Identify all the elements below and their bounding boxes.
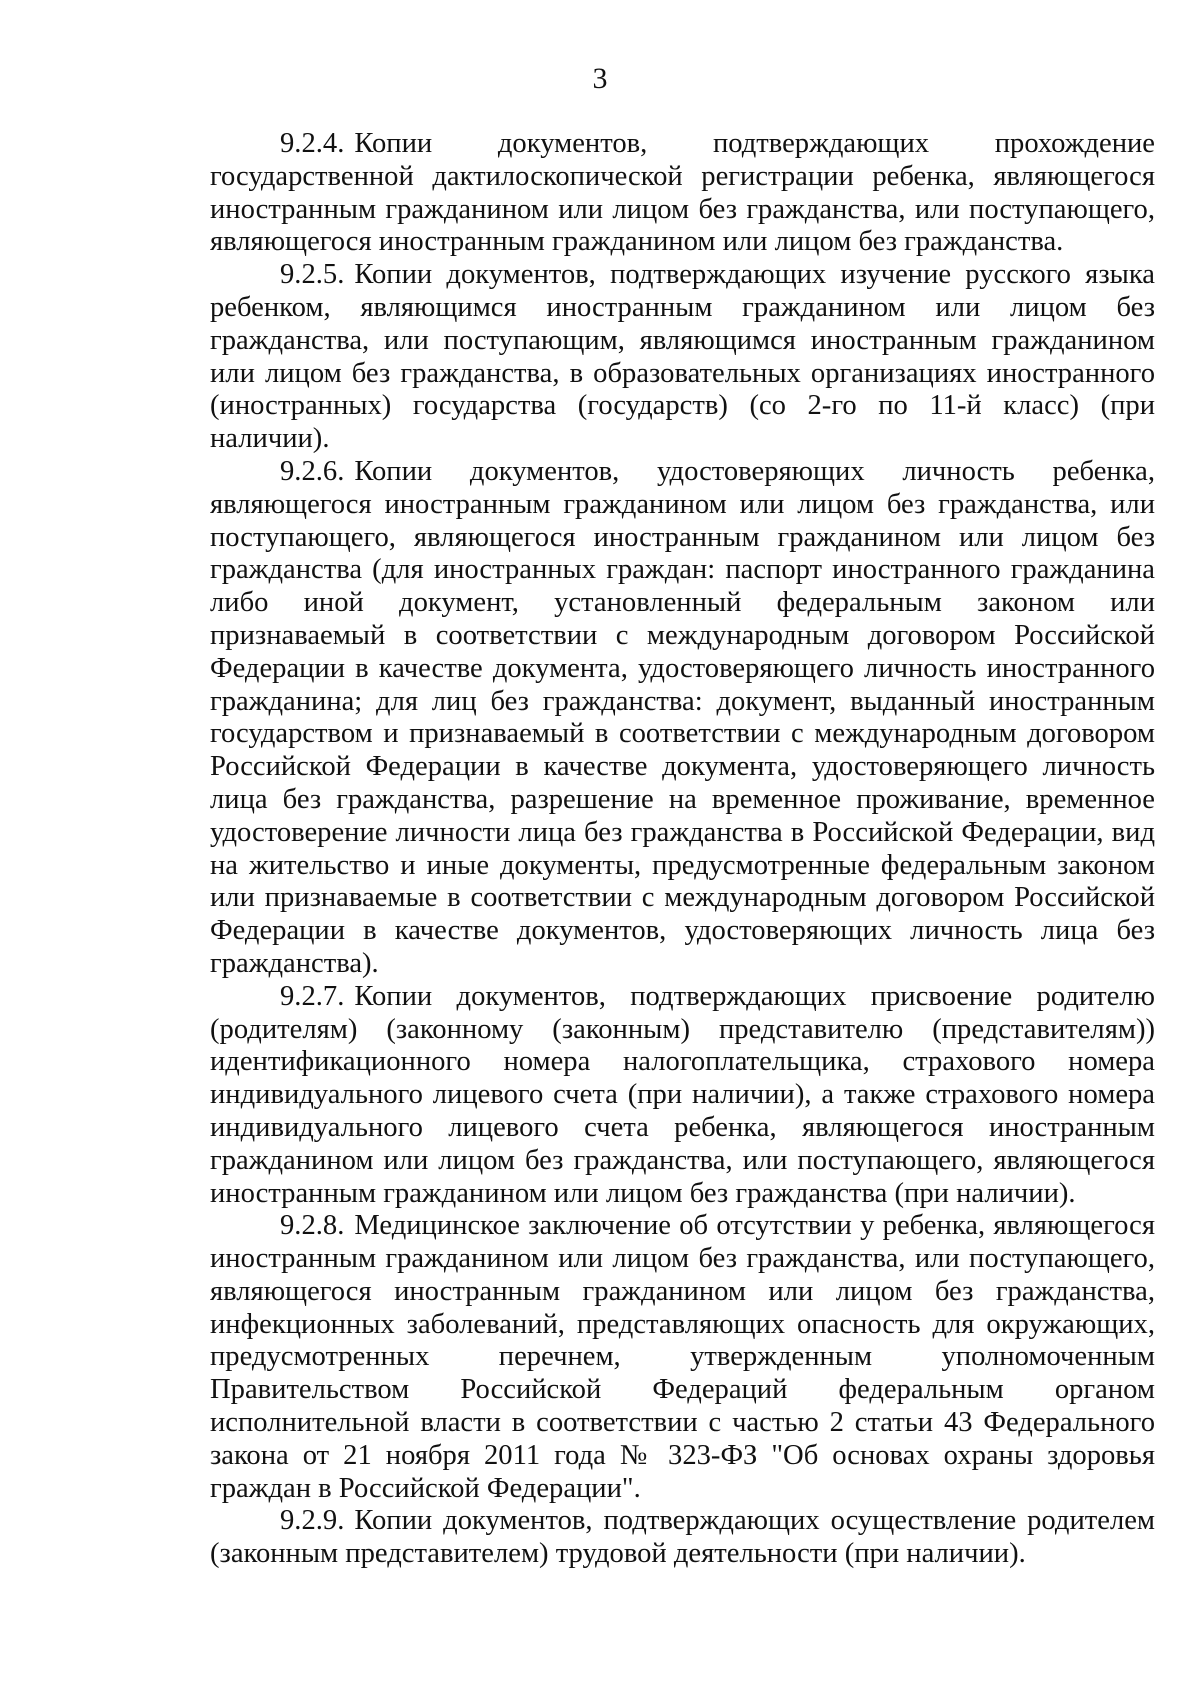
- paragraph-9-2-7: [210, 981, 1155, 1211]
- paragraph-9-2-6: [210, 456, 1155, 981]
- paragraph-text: Копии документов, подтверждающих осуществление родителем (законным представителем) трудовой деятельности (при наличии).: [210, 1505, 1155, 1570]
- paragraph-9-2-8: [210, 1210, 1155, 1505]
- paragraph-text: Копии документов, подтверждающих прохождение государственной дактилоскопической регистрации ребенка, являющегося иностранным гражданином или лицом без гражданства, или поступающего, являющегося иностранным гражданином или лицом без гражданства.: [210, 128, 1155, 258]
- paragraph-number: 9.2.4.: [280, 128, 345, 159]
- paragraph-number: 9.2.5.: [280, 259, 345, 291]
- paragraph-number: 9.2.9.: [280, 1505, 345, 1537]
- paragraph-9-2-5: [210, 259, 1155, 456]
- paragraph-number: 9.2.7.: [280, 980, 345, 1012]
- page-number: 3: [592, 62, 608, 95]
- paragraph-text: Медицинское заключение об отсутствии у ребенка, являющегося иностранным гражданином или лицом без гражданства, или поступающего, являющегося иностранным гражданином или лицом без гражданства, инфекционных заболеваний, представляющих опасность для окружающих, предусмотренных перечнем, утвержденным уполномоченным Правительством Российской Федераций федеральным органом исполнительной власти в соответствии с частью 2 статьи 43 Федерального закона от 21 ноября 2011 года № 323-ФЗ "Об основах охраны здоровья граждан в Российской Федерации".: [210, 1210, 1155, 1504]
- paragraph-number: 9.2.8.: [280, 1210, 345, 1242]
- paragraph-9-2-4: [210, 128, 1155, 259]
- paragraph-text: Копии документов, подтверждающих изучение русского языка ребенком, являющимся иностранным гражданином или лицом без гражданства, или поступающим, являющимся иностранным гражданином или лицом без гражданства, в образовательных организациях иностранного (иностранных) государства (государств) (со 2-го по 11-й класс) (при наличии).: [210, 259, 1155, 455]
- paragraph-number: 9.2.6.: [280, 455, 345, 487]
- paragraph-9-2-9: [210, 1505, 1155, 1571]
- document-body: [210, 128, 1155, 1571]
- paragraph-text: Копии документов, подтверждающих присвоение родителю (родителям) (законному (законным) представителю (представителям)) идентификационного номера налогоплательщика, страхового номера индивидуального лицевого счета (при наличии), а также страхового номера индивидуального лицевого счета ребенка, являющегося иностранным гражданином или лицом без гражданства, или поступающего, являющегося иностранным гражданином или лицом без гражданства (при наличии).: [210, 980, 1155, 1209]
- paragraph-text: Копии документов, удостоверяющих личность ребенка, являющегося иностранным гражданином или лицом без гражданства, или поступающего, являющегося иностранным гражданином или лицом без гражданства (для иностранных граждан: паспорт иностранного гражданина либо иной документ, установленный федеральным законом или признаваемый в соответствии с международным договором Российской Федерации в качестве документа, удостоверяющего личность иностранного гражданина; для лиц без гражданства: документ, выданный иностранным государством и признаваемый в соответствии с международным договором Российской Федерации в качестве документа, удостоверяющего личность лица без гражданства, разрешение на временное проживание, временное удостоверение личности лица без гражданства в Российской Федерации, вид на жительство и иные документы, предусмотренные федеральным законом или признаваемые в соответствии с международным договором Российской Федерации в качестве документов, удостоверяющих личность лица без гражданства).: [210, 455, 1155, 979]
